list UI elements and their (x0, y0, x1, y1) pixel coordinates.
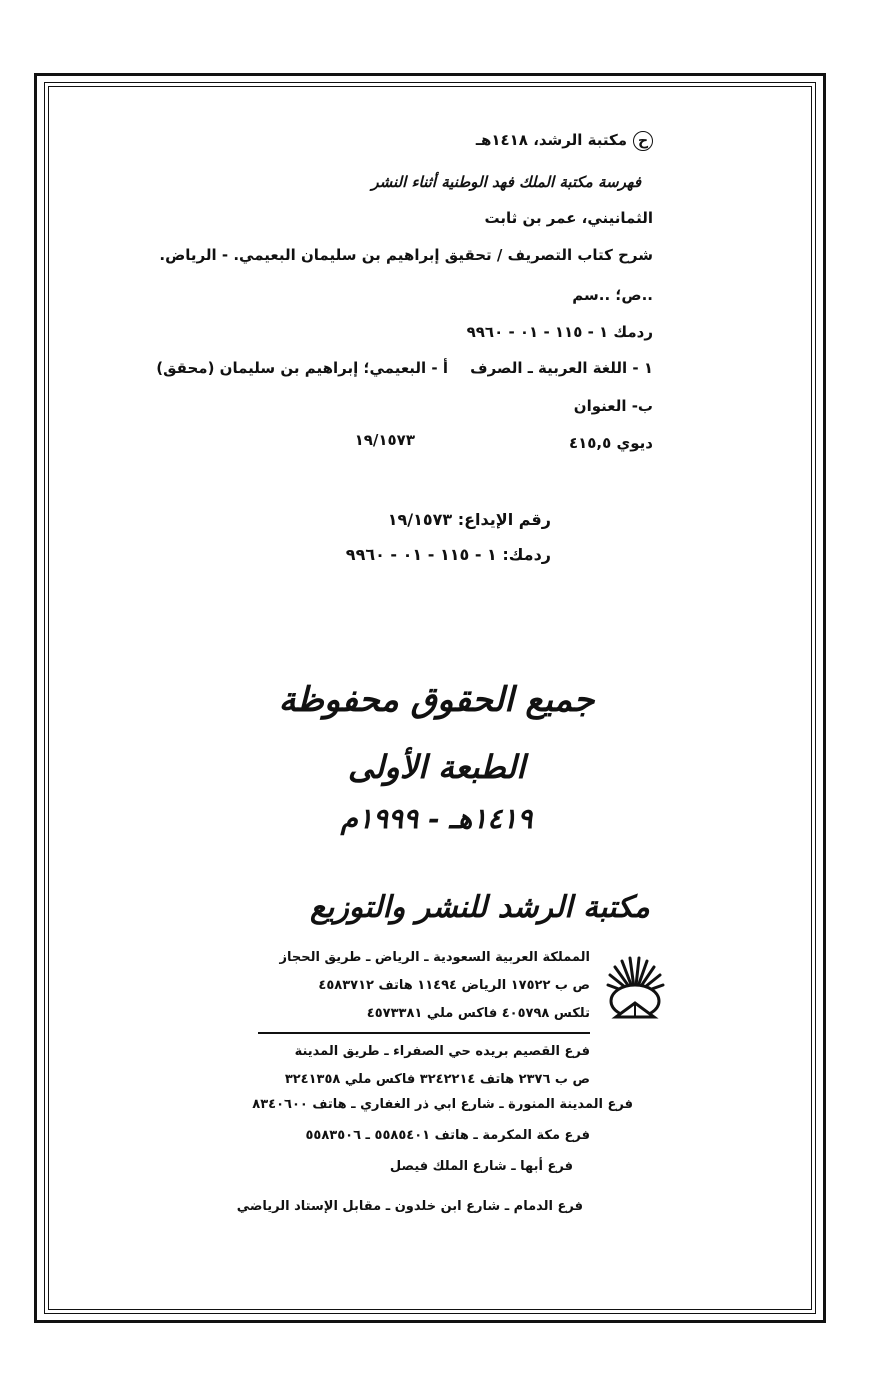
copyright-line (476, 130, 653, 151)
hq-pobox: ص ب ١٧٥٢٢ الرياض ١١٤٩٤ هاتف ٤٥٨٣٧١٢ (318, 978, 590, 993)
book-title-line: شرح كتاب التصريف / تحقيق إبراهيم بن سليمان البعيمي. - الرياض. (159, 246, 653, 264)
hq-telex: تلكس ٤٠٥٧٩٨ فاكس ملي ٤٥٧٣٣٨١ (366, 1006, 590, 1021)
cip-isbn-line: ردمك ١ - ١١٥ - ٠١ - ٩٩٦٠ (466, 323, 653, 341)
deposit-isbn: ردمك: ١ - ١١٥ - ٠١ - ٩٩٦٠ (345, 545, 551, 564)
edition-year: ١٤١٩هـ - ١٩٩٩م (340, 802, 533, 835)
branch-makkah: فرع مكة المكرمة ـ هاتف ٥٥٨٥٤٠١ ـ ٥٥٨٣٥٠٦ (305, 1128, 590, 1143)
branch-madinah: فرع المدينة المنورة ـ شارع ابي ذر الغفاري ـ هاتف ٨٣٤٠٦٠٠ (252, 1097, 633, 1112)
edition-label: الطبعة الأولى (347, 748, 526, 786)
author-line: الثمانيني، عمر بن ثابت (484, 209, 653, 227)
subject-line-a: أ - البعيمي؛ إبراهيم بن سليمان (محقق) (156, 359, 448, 377)
copyright-text: مكتبة الرشد، ١٤١٨هـ (475, 131, 627, 149)
dewey-number: ١٩/١٥٧٣ (354, 431, 415, 449)
copyright-symbol: ح (633, 131, 653, 151)
all-rights-reserved: جميع الحقوق محفوظة (278, 680, 595, 720)
branch-abha: فرع أبها ـ شارع الملك فيصل (389, 1159, 573, 1174)
branch-dammam: فرع الدمام ـ شارع ابن خلدون ـ مقابل الإستاد الرياضي (236, 1199, 583, 1214)
hq-address: المملكة العربية السعودية ـ الرياض ـ طريق الحجاز (279, 950, 590, 965)
branch-qassim: فرع القصيم بريده حي الصفراء ـ طريق المدينة (294, 1044, 590, 1059)
dewey-line: ديوي ٤١٥,٥ (568, 434, 653, 452)
address-divider (258, 1032, 590, 1034)
publisher-logo (600, 955, 670, 1025)
subject-line-1: ١ - اللغة العربية ـ الصرف (470, 359, 653, 377)
sunburst-book-icon (600, 955, 670, 1025)
catalog-title: فهرسة مكتبة الملك فهد الوطنية أثناء النشر (371, 173, 641, 191)
publisher-name: مكتبة الرشد للنشر والتوزيع (310, 890, 650, 925)
pages-line: ..ص؛ ..سم (572, 286, 653, 304)
subject-line-b: ب- العنوان (573, 397, 653, 415)
deposit-number: رقم الإيداع: ١٩/١٥٧٣ (387, 510, 551, 529)
branch-qassim-contact: ص ب ٢٣٧٦ هاتف ٣٢٤٢٢١٤ فاكس ملي ٣٢٤١٣٥٨ (284, 1072, 590, 1087)
